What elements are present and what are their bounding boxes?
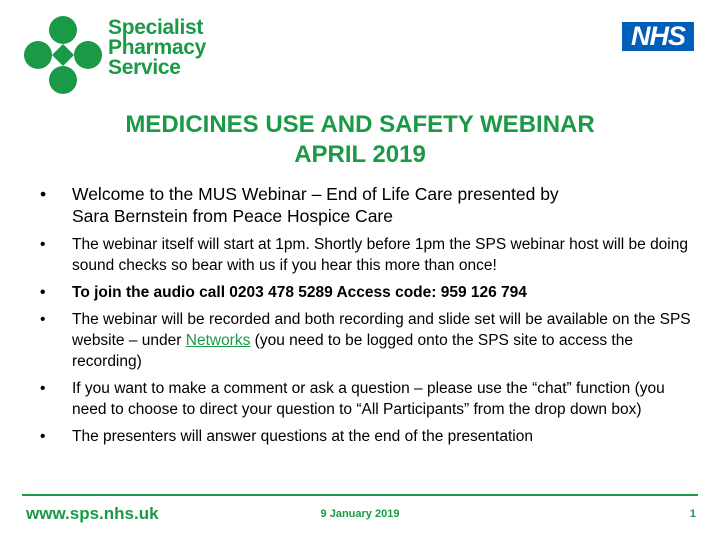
page-number: 1 bbox=[689, 508, 696, 520]
sps-logo-text bbox=[108, 18, 206, 78]
bullet-text: The presenters will answer questions at the end of the presentation bbox=[72, 428, 533, 445]
bullet-item bbox=[38, 183, 700, 227]
bullet-item bbox=[38, 309, 700, 372]
networks-link[interactable]: Networks bbox=[185, 332, 251, 349]
title-line-2: APRIL 2019 bbox=[294, 141, 426, 168]
bullet-text: The webinar itself will start at 1pm. Shortly before 1pm the SPS webinar host will be doing sound checks so bear with us if you hear this more than once! bbox=[72, 236, 688, 274]
bullet-marker: • bbox=[40, 184, 47, 204]
bullet-text: Welcome to the MUS Webinar – End of Life Care presented by bbox=[72, 184, 559, 204]
bullet-item bbox=[38, 378, 700, 420]
bullet-marker: • bbox=[40, 236, 46, 253]
bullet-item bbox=[38, 426, 700, 447]
bullet-item bbox=[38, 234, 700, 276]
slide-title bbox=[40, 110, 680, 170]
logo-line-2: Pharmacy bbox=[108, 36, 206, 59]
bullet-text-audio-call: To join the audio call 0203 478 5289 Access code: 959 126 794 bbox=[72, 284, 527, 301]
footer-divider bbox=[22, 494, 698, 496]
bullet-text: Sara Bernstein from Peace Hospice Care bbox=[72, 206, 393, 226]
sps-cross-logo-icon bbox=[22, 14, 104, 96]
sps-logo bbox=[22, 14, 206, 96]
bullet-marker: • bbox=[40, 428, 46, 445]
bullet-marker: • bbox=[40, 380, 46, 397]
logo-line-1: Specialist bbox=[108, 16, 204, 39]
nhs-logo: NHS bbox=[622, 22, 694, 51]
bullet-marker: • bbox=[40, 284, 46, 301]
bullet-marker: • bbox=[40, 311, 46, 328]
logo-line-3: Service bbox=[108, 56, 181, 79]
bullet-text: If you want to make a comment or ask a question – please use the “chat” function (you need to choose to direct your question to “All Participants” from the drop down box) bbox=[72, 380, 665, 418]
title-line-1: MEDICINES USE AND SAFETY WEBINAR bbox=[125, 111, 595, 138]
bullet-text: (you need to be logged onto the SPS site to access the recording) bbox=[72, 332, 633, 370]
bullet-item bbox=[38, 282, 700, 303]
footer-url: www.sps.nhs.uk bbox=[26, 504, 159, 523]
footer-date: 9 January 2019 bbox=[320, 508, 400, 520]
bullet-text: The webinar will be recorded and both recording and slide set will be available on the SPS website – under bbox=[72, 311, 691, 349]
bullet-list bbox=[38, 183, 700, 447]
